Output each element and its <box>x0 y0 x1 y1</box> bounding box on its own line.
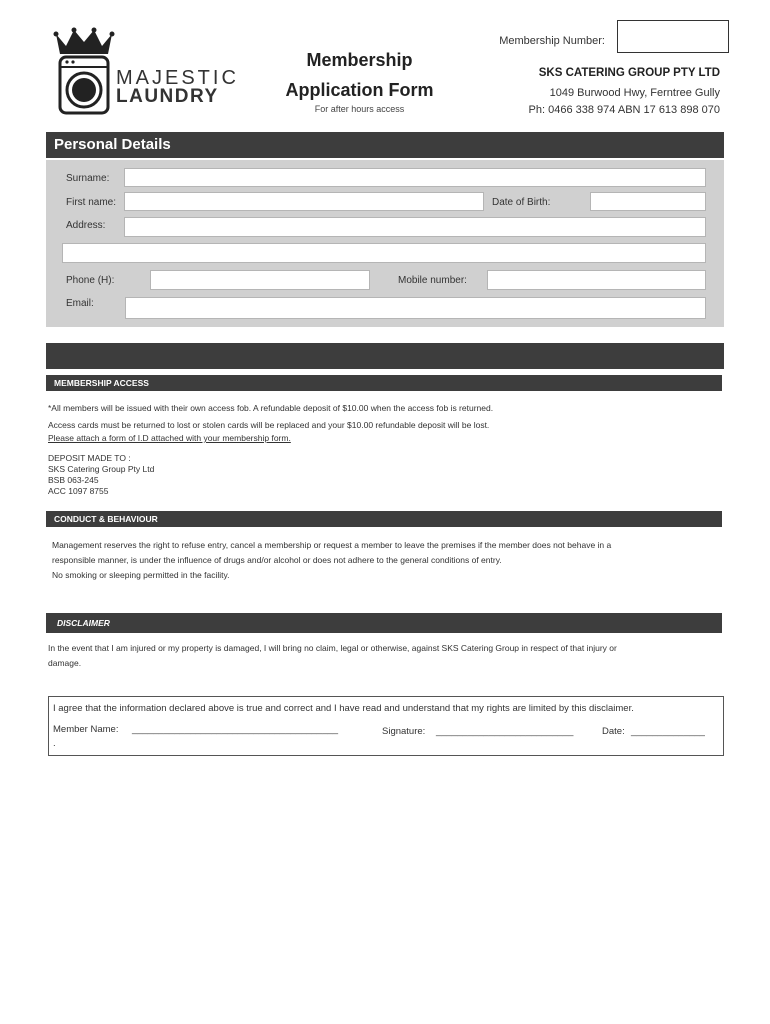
phone-home-label: Phone (H): <box>66 275 115 286</box>
surname-label: Surname: <box>66 173 110 184</box>
conduct-text-line3: No smoking or sleeping permitted in the facility. <box>52 570 230 580</box>
address-label: Address: <box>66 220 106 231</box>
conduct-text-line2: responsible manner, is under the influence of drugs and/or alcohol or does not adhere to the general conditions of entry. <box>52 555 502 565</box>
deposit-account-name: SKS Catering Group Pty Ltd <box>48 464 155 474</box>
signature-line[interactable]: __________________________ <box>436 726 574 737</box>
date-of-birth-field[interactable] <box>590 192 706 211</box>
form-title-line1: Membership <box>306 50 413 70</box>
company-phone-abn: Ph: 0466 338 974 ABN 17 613 898 070 <box>528 104 720 116</box>
mobile-number-label: Mobile number: <box>398 275 467 286</box>
date-of-birth-label: Date of Birth: <box>492 197 551 208</box>
deposit-account-number: ACC 1097 8755 <box>48 486 109 496</box>
trailing-period: . <box>53 738 56 749</box>
address-field-line2[interactable] <box>62 243 706 263</box>
id-requirement-text: Please attach a form of I.D attached with your membership form. <box>48 433 291 443</box>
company-name: SKS CATERING GROUP PTY LTD <box>538 67 720 79</box>
company-address: 1049 Burwood Hwy, Ferntree Gully <box>549 87 720 99</box>
date-line[interactable]: ______________ <box>631 726 705 737</box>
brand-name-line1: MAJESTIC <box>116 67 239 89</box>
address-field-line1[interactable] <box>124 217 706 237</box>
conduct-text-line1: Management reserves the right to refuse entry, cancel a membership or request a member to leave the premises if the member does not behave in a <box>52 540 612 550</box>
deposit-label: DEPOSIT MADE TO : <box>48 453 131 463</box>
brand-name-line2: LAUNDRY <box>116 86 219 107</box>
personal-details-heading: Personal Details <box>46 132 724 158</box>
disclaimer-text-line1: In the event that I am injured or my property is damaged, I will bring no claim, legal or otherwise, against SKS Catering Group in respect of that injury or <box>48 643 617 653</box>
email-label: Email: <box>66 298 94 309</box>
agreement-statement: I agree that the information declared above is true and correct and I have read and understand that my rights are limited by this disclaimer. <box>53 703 634 714</box>
first-name-label: First name: <box>66 197 117 208</box>
first-name-field[interactable] <box>124 192 484 211</box>
phone-home-field[interactable] <box>150 270 370 290</box>
signature-label: Signature: <box>382 726 426 737</box>
membership-number-field[interactable] <box>617 20 729 53</box>
date-label: Date: <box>602 726 625 737</box>
deposit-bsb: BSB 063-245 <box>48 475 99 485</box>
email-field[interactable] <box>125 297 706 319</box>
crown-washing-machine-icon <box>52 26 116 118</box>
surname-field[interactable] <box>124 168 706 187</box>
member-name-line[interactable]: _______________________________________ <box>132 724 339 735</box>
access-fob-text: *All members will be issued with their own access fob. A refundable deposit of $10.00 when the access fob is returned. <box>48 403 494 413</box>
member-name-label: Member Name: <box>53 724 119 735</box>
form-subtitle: For after hours access <box>314 104 405 114</box>
conduct-behaviour-heading: CONDUCT & BEHAVIOUR <box>46 511 722 527</box>
membership-number-label: Membership Number: <box>499 35 605 47</box>
disclaimer-text-line2: damage. <box>48 658 82 668</box>
membership-access-heading: MEMBERSHIP ACCESS <box>46 375 722 391</box>
section-divider-band <box>46 343 724 369</box>
form-title-line2: Application Form <box>285 80 434 100</box>
lost-cards-text: Access cards must be returned to lost or stolen cards will be replaced and your $10.00 refundable deposit will be lost. <box>48 420 490 430</box>
mobile-number-field[interactable] <box>487 270 706 290</box>
disclaimer-heading: DISCLAIMER <box>46 613 722 633</box>
